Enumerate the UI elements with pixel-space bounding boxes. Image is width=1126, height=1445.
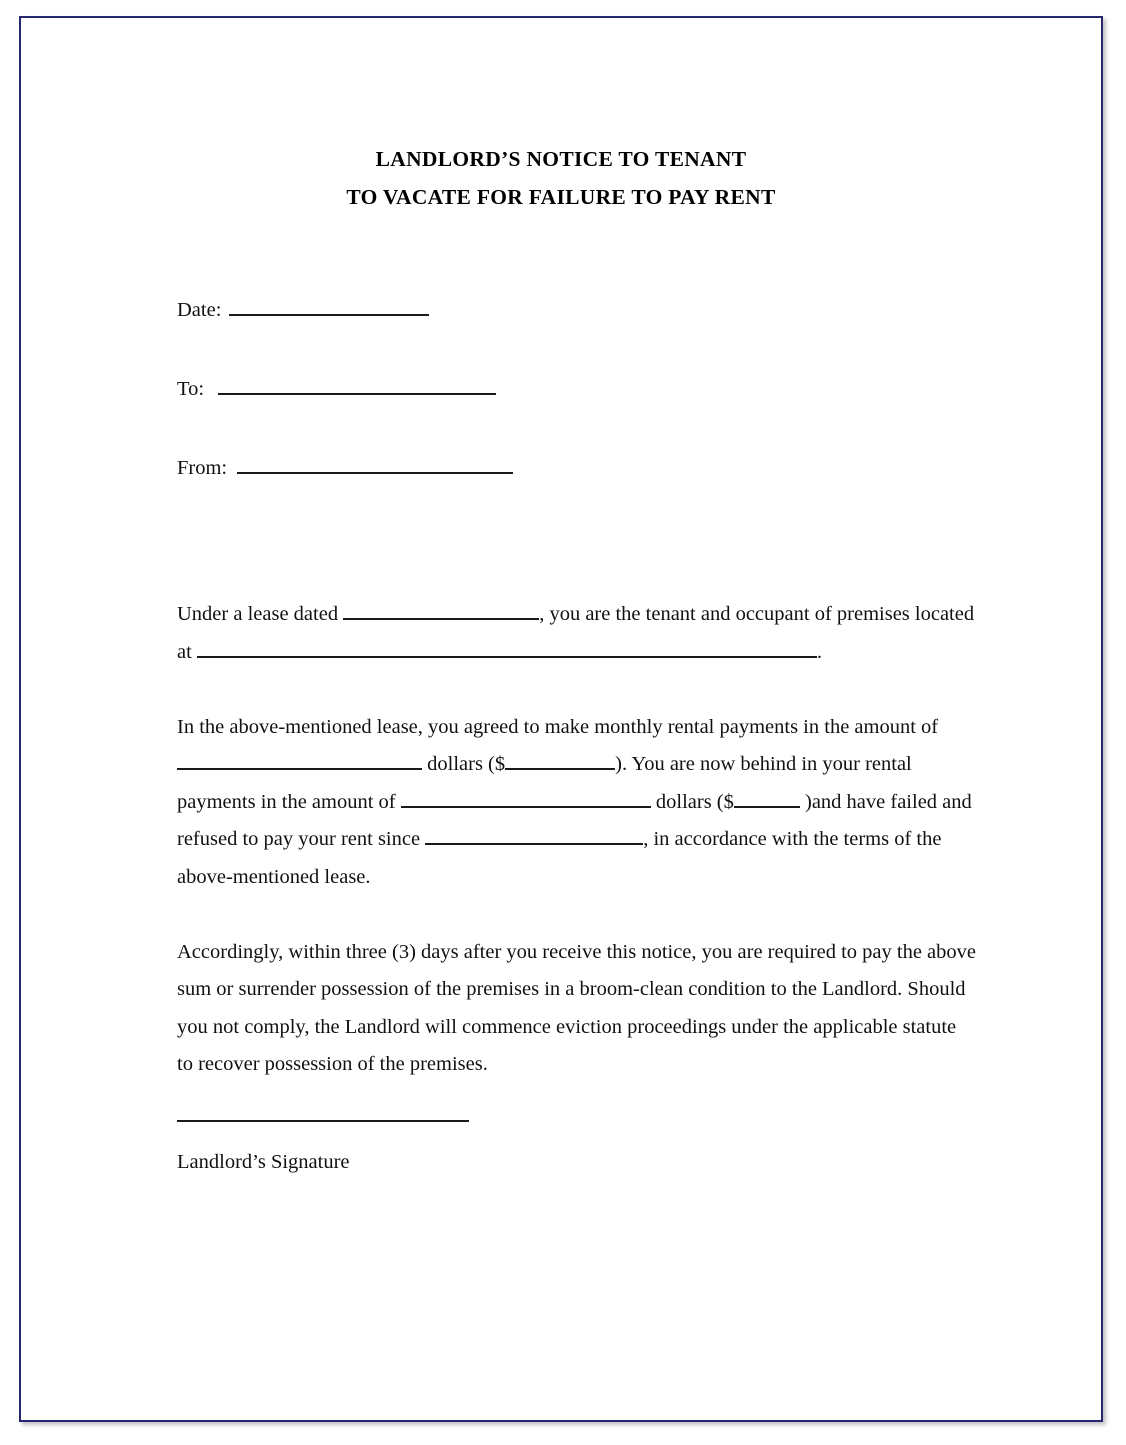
lease-text-part-2: , you are the tenant and occupant of premises located at [177,603,975,663]
to-label: To: [177,378,205,400]
title-line-1: LANDLORD’S NOTICE TO TENANT [375,147,747,171]
to-input-rule[interactable] [218,378,496,395]
landlord-signature-line[interactable] [177,1120,469,1122]
signature-block [177,1120,677,1176]
from-label: From: [177,457,228,479]
paragraph-demand: Accordingly, within three (3) days after you receive this notice, you are required to pay the above sum or surrender possession of the premises in a broom-clean condition to the Landlord. Should you not comply, the Landlord will commence eviction proceedings under the applicable statute to recover possession of the premises. [177,940,977,1075]
title-line-2: TO VACATE FOR FAILURE TO PAY RENT [346,185,776,209]
arrears-words-blank[interactable] [401,791,651,808]
lease-text-part-3: . [816,640,823,663]
lease-text-part-1: Under a lease dated [177,603,344,625]
document-sheet [21,18,1101,1420]
paragraph-rent-arrears [177,709,977,897]
rent-text-part-5: )and have failed and refused to pay your rent since [177,790,972,850]
field-row-from [177,453,957,532]
document-title [21,140,1101,216]
rent-text-part-6: , in accordance with the terms of the above-mentioned lease. [177,828,942,888]
field-row-to [177,374,957,453]
document-page-frame [19,16,1103,1422]
rent-text-part-3: ). You are now behind in your rental payments in the amount of [177,753,912,813]
rent-text-part-4: dollars ($ [650,790,734,813]
delinquent-since-blank[interactable] [425,828,643,845]
date-input-rule[interactable] [229,299,429,316]
monthly-rent-words-blank[interactable] [177,753,422,770]
landlord-signature-label: Landlord’s Signature [177,1151,350,1173]
date-label: Date: [177,299,222,321]
header-fields [177,295,957,532]
document-body [177,596,977,1084]
rent-text-part-1: In the above-mentioned lease, you agreed to make monthly rental payments in the amount of [177,715,939,738]
arrears-figure-blank[interactable] [734,791,800,808]
rent-text-part-2: dollars ($ [422,753,506,775]
field-row-date [177,295,957,374]
premises-address-blank[interactable] [197,641,817,658]
monthly-rent-figure-blank[interactable] [505,753,615,770]
from-input-rule[interactable] [237,457,513,474]
lease-date-blank[interactable] [343,603,539,620]
paragraph-lease-premises [177,596,977,671]
